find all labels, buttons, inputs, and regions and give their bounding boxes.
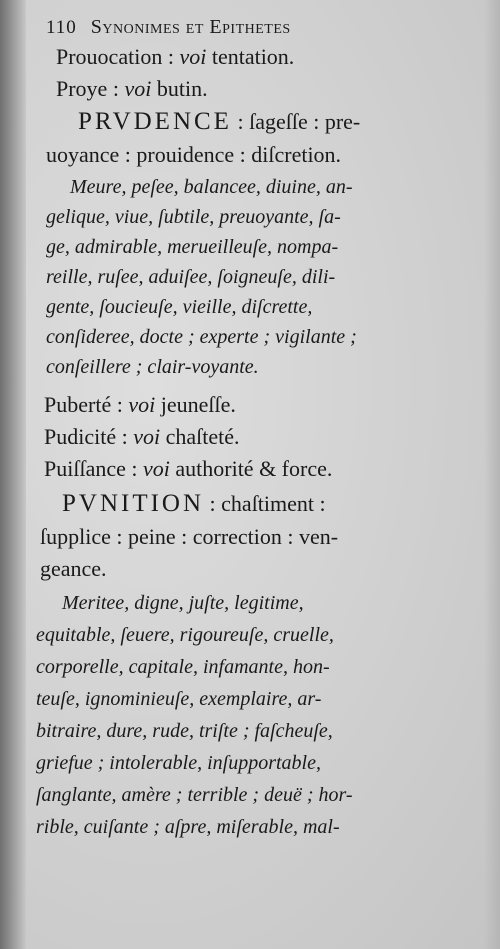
cross-reference-entry: [44, 456, 332, 482]
epithets-line: conſideree, docte ; experte ; vigilante ;: [46, 326, 357, 348]
epithets-line: equitable, ſeuere, rigoureuſe, cruelle,: [36, 624, 334, 646]
running-title: Synonimes et Epithetes: [90, 16, 291, 38]
book-gutter: [0, 0, 26, 949]
epithets-line: conſeillere ; clair-voyante.: [46, 356, 259, 378]
entry-target: tentation.: [206, 44, 295, 69]
epithets-line: Meure, peſee, balancee, diuine, an-: [70, 176, 353, 198]
entry-target: chaſteté.: [160, 424, 240, 449]
headword-line: [78, 108, 360, 136]
voi-marker: voi: [128, 392, 156, 417]
entry-target: authorité & force.: [169, 456, 333, 481]
epithets-line: bitraire, dure, rude, triſte ; faſcheuſe,: [36, 720, 333, 742]
voi-marker: voi: [179, 44, 207, 69]
entry-term: Puberté :: [44, 392, 129, 417]
voi-marker: voi: [124, 76, 152, 101]
entry-term: Pudicité :: [44, 424, 134, 449]
epithets-line: teuſe, ignominieuſe, exemplaire, ar-: [36, 688, 322, 710]
epithets-line: gente, ſoucieuſe, vieille, diſcrette,: [46, 296, 313, 318]
epithets-line: reille, ruſee, aduiſee, ſoigneuſe, dili-: [46, 266, 336, 288]
epithets-line: gelique, viue, ſubtile, preuoyante, ſa-: [46, 206, 341, 228]
entry-target: butin.: [151, 76, 208, 101]
headword-synonyms: : ſageſſe : pre-: [231, 109, 361, 134]
epithets-line: Meritee, digne, juſte, legitime,: [62, 592, 304, 614]
cross-reference-entry: [56, 44, 294, 70]
epithets-line: griefue ; intolerable, inſupportable,: [36, 752, 321, 774]
entry-term: Puiſſance :: [44, 456, 143, 481]
epithets-line: ſanglante, amère ; terrible ; deuë ; hor-: [36, 784, 353, 806]
entry-term: Prouocation :: [56, 44, 180, 69]
headword-synonyms: : chaſtiment :: [204, 491, 326, 516]
synonyms-line: uoyance : prouidence : diſcretion.: [46, 142, 342, 167]
cross-reference-entry: [44, 424, 240, 450]
epithets-line: corporelle, capitale, infamante, hon-: [36, 656, 330, 678]
voi-marker: voi: [133, 424, 161, 449]
headword: PRVDENCE: [78, 108, 232, 135]
synonyms-line: geance.: [40, 556, 107, 581]
cross-reference-entry: [44, 392, 236, 418]
entry-term: Proye :: [56, 76, 125, 101]
cross-reference-entry: [56, 76, 208, 102]
epithets-line: ge, admirable, merueilleuſe, nompa-: [46, 236, 339, 258]
entry-target: jeuneſſe.: [155, 392, 236, 417]
epithets-line: rible, cuiſante ; aſpre, miſerable, mal-: [36, 816, 340, 838]
voi-marker: voi: [142, 456, 170, 481]
headword: PVNITION: [62, 490, 205, 517]
page-number: 110: [46, 17, 77, 38]
running-header: [46, 16, 466, 44]
headword-line: [62, 490, 326, 518]
synonyms-line: ſupplice : peine : correction : ven-: [40, 524, 339, 549]
page-edge: [484, 0, 500, 949]
